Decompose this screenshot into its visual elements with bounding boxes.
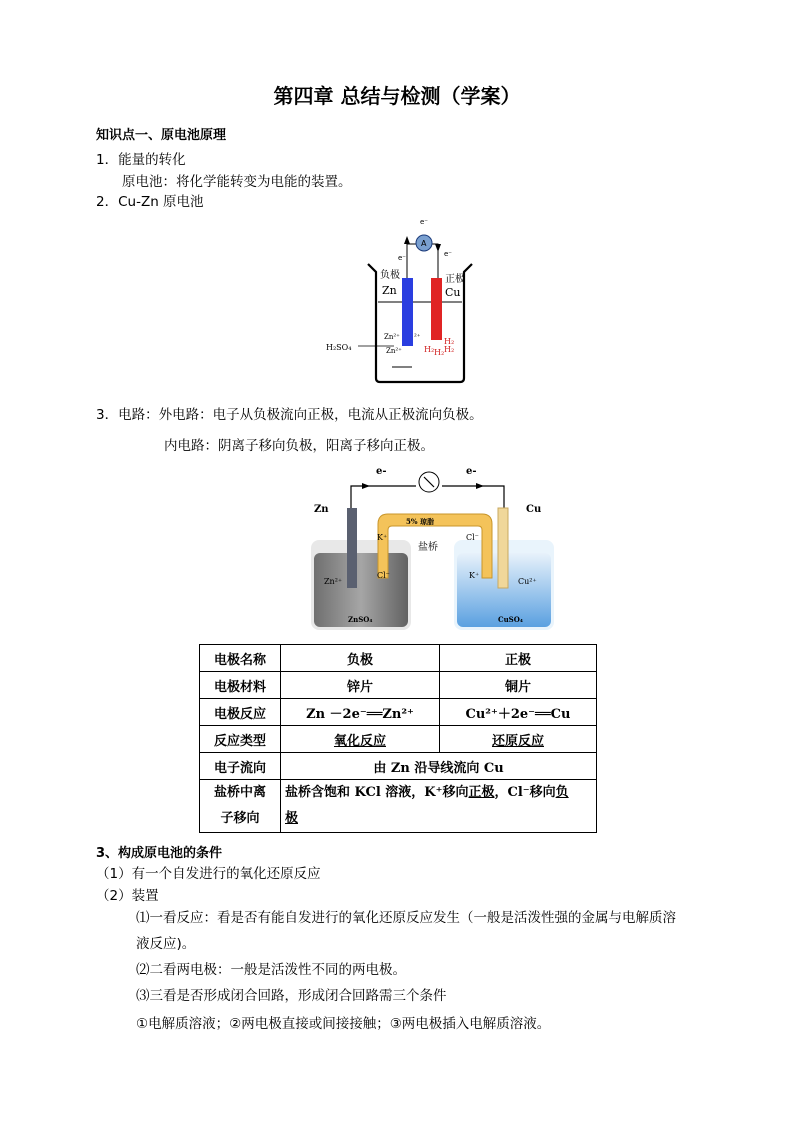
table-cell: 负极: [281, 645, 440, 672]
step-4: ①电解质溶液；②两电极直接或间接接触；③两电极插入电解质溶液。: [136, 1016, 551, 1032]
table-cell: 电极反应: [200, 699, 281, 726]
cl-ion-right: Cl⁻: [466, 533, 479, 542]
zn-label: Zn: [382, 284, 397, 297]
cell-line: 子移向: [220, 811, 260, 826]
electron-left: e-: [376, 466, 387, 477]
item1-definition: 原电池：将化学能转变为电能的装置。: [122, 174, 352, 190]
copper-electrode: [498, 508, 508, 588]
step-3: ⑶三看是否形成闭合回路，形成闭合回路需三个条件: [136, 988, 447, 1004]
cu-ion-label: Cu²⁺: [518, 577, 537, 586]
table-cell: [281, 780, 597, 833]
electron-right: e-: [466, 466, 477, 477]
table-cell: Zn －2e⁻══Zn²⁺: [281, 699, 440, 726]
zinc-electrode: [402, 278, 413, 346]
section3-heading: 3、构成原电池的条件: [96, 846, 223, 861]
condition-1: （1）有一个自发进行的氧化还原反应: [96, 866, 321, 882]
condition-2: （2）装置: [96, 888, 159, 904]
positive-label: 正极: [445, 274, 465, 285]
k-ion-left: K⁺: [377, 533, 388, 542]
electron-right: e⁻: [444, 250, 453, 258]
h2-bubble-2: H₂: [434, 348, 445, 357]
zn-label: Zn: [314, 504, 329, 515]
cell-text: 正极: [468, 785, 495, 800]
h2-bubble-4: H₂: [444, 345, 455, 354]
ammeter-label: A: [421, 239, 427, 248]
cu-label: Cu: [526, 504, 542, 515]
item3-inner: 内电路：阴离子移向负极，阳离子移向正极。: [164, 438, 434, 454]
h2-bubble-1: H₂: [424, 345, 435, 354]
zinc-electrode: [347, 508, 357, 588]
right-solution-label: CuSO₄: [498, 615, 523, 624]
electrode-table: [199, 644, 597, 833]
table-row: [200, 645, 597, 672]
table-row: [200, 753, 597, 780]
table-cell: [200, 780, 281, 833]
cell-text: ，Cl⁻移向: [494, 785, 556, 800]
table-cell: 还原反应: [440, 726, 597, 753]
table-cell: 电极名称: [200, 645, 281, 672]
step-1a: ⑴一看反应：看是否有能自发进行的氧化还原反应发生（一般是活泼性强的金属与电解质溶: [136, 910, 676, 926]
table-row: [200, 672, 597, 699]
electron-top: e⁻: [420, 218, 429, 226]
table-cell: 反应类型: [200, 726, 281, 753]
item2: 2．Cu-Zn 原电池: [96, 194, 204, 210]
bridge-agar-label: 5% 琼脂: [406, 517, 434, 526]
cell-line: 盐桥中离: [213, 785, 266, 800]
table-cell: 电极材料: [200, 672, 281, 699]
section1-heading: 知识点一、原电池原理: [96, 128, 227, 143]
zn-ion-1: Zn²⁺: [384, 333, 400, 341]
cell-text: 负: [555, 785, 569, 800]
page-title: 第四章 总结与检测（学案）: [273, 84, 521, 108]
salt-bridge-cell-diagram: [306, 458, 556, 636]
cu-label: Cu: [445, 286, 461, 299]
table-row: [200, 780, 597, 833]
table-cell: 正极: [440, 645, 597, 672]
salt-bridge-label: 盐桥: [418, 542, 438, 553]
table-cell: 铜片: [440, 672, 597, 699]
zn-ion-label: Zn²⁺: [324, 577, 343, 586]
acid-label: H₂SO₄: [326, 343, 352, 352]
table-cell: Cu²⁺＋2e⁻══Cu: [440, 699, 597, 726]
cell-text: 盐桥含饱和 KCl 溶液，K⁺移向: [285, 785, 469, 800]
step-1b: 液反应)。: [136, 936, 196, 952]
zn-ion-2: Zn²⁺: [386, 347, 402, 355]
h2-bubble-3: H₂: [444, 337, 455, 346]
cu-zn-cell-diagram: [320, 212, 480, 390]
item1: 1．能量的转化: [96, 152, 186, 168]
item3: 3．电路：外电路：电子从负极流向正极，电流从正极流向负极。: [96, 407, 483, 423]
table-row: [200, 699, 597, 726]
table-row: [200, 726, 597, 753]
left-solution-label: ZnSO₄: [348, 615, 373, 624]
cell-text: 极: [285, 811, 299, 826]
table-cell: 锌片: [281, 672, 440, 699]
zn-ion-3: ²⁺: [414, 333, 421, 341]
k-ion-right: K⁺: [469, 571, 480, 580]
copper-electrode: [431, 278, 442, 340]
table-cell: 由 Zn 沿导线流向 Cu: [281, 753, 597, 780]
cl-ion-left: Cl⁻: [377, 571, 390, 580]
negative-label: 负极: [380, 270, 400, 281]
table-cell: 氧化反应: [281, 726, 440, 753]
table-cell: 电子流向: [200, 753, 281, 780]
electron-left: e⁻: [398, 254, 407, 262]
step-2: ⑵二看两电极：一般是活泼性不同的两电极。: [136, 962, 406, 978]
